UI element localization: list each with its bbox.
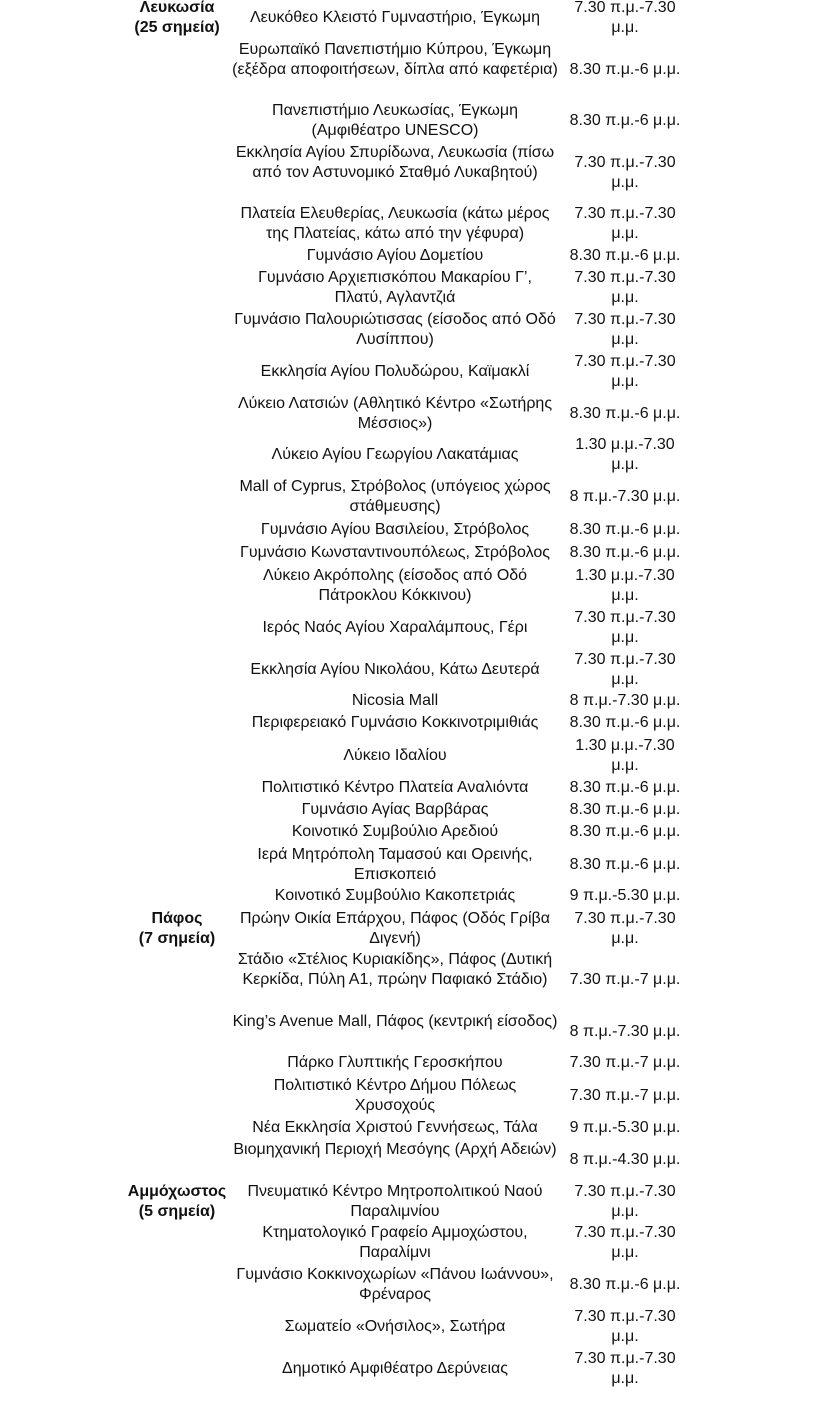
location-cell: Πλατεία Ελευθερίας, Λευκωσία (κάτω μέρος της Πλατείας, κάτω από την γέφυρα) (240, 205, 550, 242)
hours-cell: 7.30 π.μ.-7.30 μ.μ. (574, 205, 676, 242)
location-cell: Λύκειο Ακρόπολης (είσοδος από Οδό Πάτροκλου Κόκκινου) (262, 567, 528, 604)
location-cell: Λύκειο Λατσιών (Αθλητικό Κέντρο «Σωτήρης Μέσσιος») (237, 395, 553, 432)
location-cell: Λύκειο Ιδαλίου (343, 747, 447, 764)
location-cell: Λευκόθεο Κλειστό Γυμναστήριο, Έγκωμη (249, 9, 541, 26)
hours-cell: 8.30 π.μ.-6 μ.μ. (569, 856, 681, 873)
location-cell: Γυμνάσιο Παλουριώτισσας (είσοδος από Οδό Λυσίππου) (234, 311, 556, 348)
table-row (0, 1223, 828, 1263)
hours-cell: 7.30 π.μ.-7.30 μ.μ. (574, 910, 676, 947)
table-row (0, 543, 828, 563)
table-row (0, 1140, 828, 1180)
location-cell: Nicosia Mall (351, 692, 439, 709)
location-cell: Σωματείο «Ονήσιλος», Σωτήρα (284, 1318, 506, 1335)
hours-cell: 7.30 π.μ.-7.30 μ.μ. (574, 609, 676, 646)
location-cell: Πνευματικό Κέντρο Μητροπολιτικού Ναού Παραλιμνίου (247, 1183, 543, 1220)
hours-cell: 8 π.μ.-7.30 μ.μ. (569, 692, 681, 709)
location-cell: Γυμνάσιο Αρχιεπισκόπου Μακαρίου Γ’, Πλατύ, Αγλαντζιά (258, 269, 532, 306)
table-row (0, 845, 828, 885)
table-row (0, 310, 828, 350)
table-row (0, 566, 828, 606)
region-count: (25 σημεία) (134, 19, 220, 36)
hours-cell: 1.30 μ.μ.-7.30 μ.μ. (575, 567, 675, 604)
hours-cell: 7.30 π.μ.-7.30 μ.μ. (574, 1350, 676, 1387)
location-cell: King’s Avenue Mall, Πάφος (κεντρική είσοδος) (232, 1013, 558, 1030)
table-row (0, 691, 828, 711)
table-row (0, 40, 828, 100)
table-row (0, 0, 828, 38)
table-row (0, 1182, 828, 1222)
hours-cell: 8.30 π.μ.-6 μ.μ. (569, 521, 681, 538)
table-row (0, 950, 828, 1010)
table-row (0, 246, 828, 266)
region-count: (5 σημεία) (138, 1203, 216, 1220)
location-cell: Λύκειο Αγίου Γεωργίου Λακατάμιας (271, 446, 519, 463)
hours-cell: 9 π.μ.-5.30 μ.μ. (569, 887, 681, 904)
table-row (0, 778, 828, 798)
location-cell: Περιφερειακό Γυμνάσιο Κοκκινοτριμιθιάς (251, 714, 539, 731)
location-cell: Γυμνάσιο Αγίου Βασιλείου, Στρόβολος (260, 521, 530, 538)
location-cell: Γυμνάσιο Κοκκινοχωρίων «Πάνου Ιωάννου», Φρέναρος (236, 1266, 554, 1303)
region-count: (7 σημεία) (138, 930, 216, 947)
table-row (0, 477, 828, 517)
hours-cell: 8.30 π.μ.-6 μ.μ. (569, 61, 681, 78)
hours-cell: 7.30 π.μ.-7.30 μ.μ. (574, 1224, 676, 1261)
table-row (0, 268, 828, 308)
table-row (0, 435, 828, 475)
location-cell: Ευρωπαϊκό Πανεπιστήμιο Κύπρου, Έγκωμη (εξέδρα αποφοιτήσεων, δίπλα από καφετέρια) (232, 41, 558, 78)
table-row (0, 1012, 828, 1052)
table-row (0, 143, 828, 203)
location-cell: Γυμνάσιο Αγίας Βαρβάρας (301, 801, 489, 818)
hours-cell: 1.30 μ.μ.-7.30 μ.μ. (575, 737, 675, 774)
hours-cell: 8.30 π.μ.-6 μ.μ. (569, 1276, 681, 1293)
location-cell: Βιομηχανική Περιοχή Μεσόγης (Αρχή Αδειών) (233, 1141, 557, 1158)
hours-cell: 8.30 π.μ.-6 μ.μ. (569, 779, 681, 796)
hours-cell: 8.30 π.μ.-6 μ.μ. (569, 714, 681, 731)
location-cell: Κοινοτικό Συμβούλιο Κακοπετριάς (274, 887, 516, 904)
table-row (0, 1265, 828, 1305)
hours-cell: 7.30 π.μ.-7.30 μ.μ. (574, 269, 676, 306)
hours-cell: 8 π.μ.-4.30 μ.μ. (569, 1151, 681, 1168)
table-row (0, 736, 828, 776)
location-cell: Εκκλησία Αγίου Σπυρίδωνα, Λευκωσία (πίσω από τον Αστυνομικό Σταθμό Λυκαβητού) (235, 144, 555, 181)
table-row (0, 800, 828, 820)
location-cell: Πάρκο Γλυπτικής Γεροσκήπου (287, 1054, 503, 1071)
hours-cell: 7.30 π.μ.-7.30 μ.μ. (574, 311, 676, 348)
location-cell: Πρώην Οικία Επάρχου, Πάφος (Οδός Γρίβα Διγενή) (240, 910, 550, 947)
hours-cell: 8.30 π.μ.-6 μ.μ. (569, 405, 681, 422)
table-row (0, 886, 828, 906)
hours-cell: 7.30 π.μ.-7.30 μ.μ. (574, 353, 676, 390)
location-cell: Πολιτιστικό Κέντρο Δήμου Πόλεως Χρυσοχούς (273, 1077, 517, 1114)
table-row (0, 909, 828, 949)
table-row (0, 204, 828, 244)
table-row (0, 1307, 828, 1347)
hours-cell: 8.30 π.μ.-6 μ.μ. (569, 823, 681, 840)
location-cell: Εκκλησία Αγίου Νικολάου, Κάτω Δευτερά (250, 661, 540, 678)
hours-cell: 8.30 π.μ.-6 μ.μ. (569, 112, 681, 129)
table-row (0, 713, 828, 733)
hours-cell: 7.30 π.μ.-7 μ.μ. (569, 1087, 681, 1104)
location-cell: Στάδιο «Στέλιος Κυριακίδης», Πάφος (Δυτική Κερκίδα, Πύλη Α1, πρώην Παφιακό Στάδιο) (237, 951, 553, 988)
location-cell: Εκκλησία Αγίου Πολυδώρου, Καϊμακλί (260, 363, 530, 380)
location-cell: Πανεπιστήμιο Λευκωσίας, Έγκωμη (Αμφιθέατρο UNESCO) (272, 102, 518, 139)
table-row (0, 101, 828, 141)
hours-cell: 7.30 π.μ.-7 μ.μ. (569, 1054, 681, 1071)
location-cell: Νέα Εκκλησία Χριστού Γεννήσεως, Τάλα (252, 1119, 538, 1136)
hours-cell: 8 π.μ.-7.30 μ.μ. (569, 488, 681, 505)
table-row (0, 394, 828, 434)
table-row (0, 1349, 828, 1389)
table-row (0, 822, 828, 842)
region-name: Λευκωσία (139, 0, 215, 16)
location-cell: Πολιτιστικό Κέντρο Πλατεία Αναλιόντα (261, 779, 529, 796)
region-name: Αμμόχωστος (127, 1183, 227, 1200)
table-row (0, 1076, 828, 1116)
location-cell: Γυμνάσιο Κωνσταντινουπόλεως, Στρόβολος (240, 544, 550, 561)
hours-cell: 7.30 π.μ.-7.30 μ.μ. (574, 154, 676, 191)
table-row (0, 650, 828, 690)
table-row (0, 520, 828, 540)
hours-cell: 7.30 π.μ.-7.30 μ.μ. (574, 0, 676, 36)
table-row (0, 352, 828, 392)
location-cell: Mall of Cyprus, Στρόβολος (υπόγειος χώρος στάθμευσης) (239, 478, 551, 515)
hours-cell: 7.30 π.μ.-7.30 μ.μ. (574, 1308, 676, 1345)
table-row (0, 1118, 828, 1138)
hours-cell: 7.30 π.μ.-7.30 μ.μ. (574, 1183, 676, 1220)
location-cell: Γυμνάσιο Αγίου Δομετίου (306, 247, 484, 264)
region-name: Πάφος (151, 910, 203, 927)
table-row (0, 608, 828, 648)
location-cell: Ιερά Μητρόπολη Ταμασού και Ορεινής, Επισκοπειό (257, 846, 533, 883)
hours-cell: 7.30 π.μ.-7.30 μ.μ. (574, 651, 676, 688)
location-cell: Ιερός Ναός Αγίου Χαραλάμπους, Γέρι (262, 619, 528, 636)
hours-cell: 1.30 μ.μ.-7.30 μ.μ. (575, 436, 675, 473)
table-row (0, 1053, 828, 1073)
location-cell: Κτηματολογικό Γραφείο Αμμοχώστου, Παραλίμνι (262, 1224, 528, 1261)
hours-cell: 8.30 π.μ.-6 μ.μ. (569, 544, 681, 561)
hours-cell: 8.30 π.μ.-6 μ.μ. (569, 247, 681, 264)
location-cell: Δημοτικό Αμφιθέατρο Δερύνειας (282, 1360, 508, 1377)
hours-cell: 8.30 π.μ.-6 μ.μ. (569, 801, 681, 818)
hours-cell: 8 π.μ.-7.30 μ.μ. (569, 1023, 681, 1040)
hours-cell: 9 π.μ.-5.30 μ.μ. (569, 1119, 681, 1136)
location-cell: Κοινοτικό Συμβούλιο Αρεδιού (291, 823, 499, 840)
hours-cell: 7.30 π.μ.-7 μ.μ. (569, 971, 681, 988)
